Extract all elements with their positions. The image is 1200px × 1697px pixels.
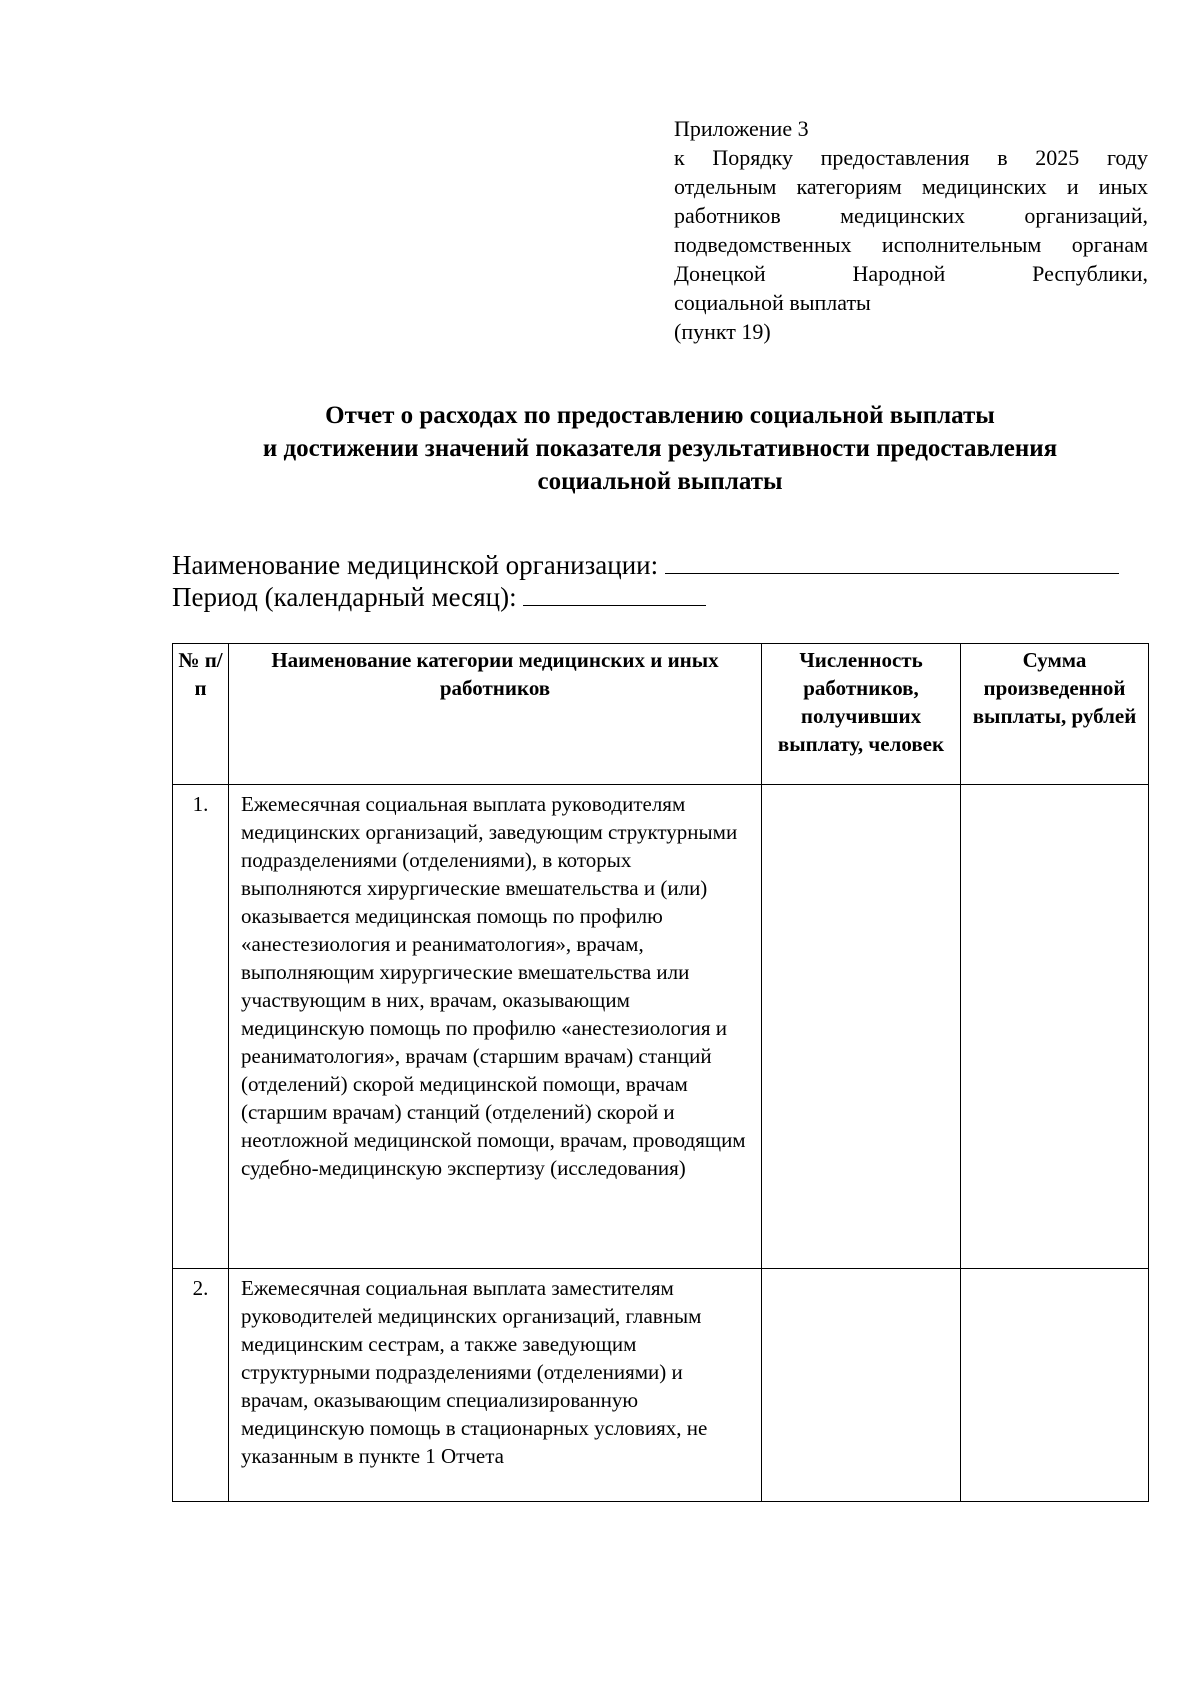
title-line: социальной выплаты (537, 468, 783, 495)
appendix-text-line: социальной выплаты (674, 290, 871, 315)
appendix-text-line: подведомственных исполнительным органам (674, 232, 1148, 257)
row-number: 2. (173, 1269, 229, 1502)
organization-field (172, 549, 1119, 581)
appendix-number: Приложение 3 (674, 116, 809, 141)
period-field (172, 581, 706, 613)
period-label: Период (календарный месяц): (172, 582, 517, 612)
row-category-name: Ежемесячная социальная выплата заместителям руководителей медицинских организаций, главным медицинским сестрам, а также заведующим структурными подразделениями (отделениями) и врачам, оказывающим специализированную медицинскую помощь в стационарных условиях, не указанным в пункте 1 Отчета (229, 1269, 762, 1502)
row-payment-sum[interactable] (961, 1269, 1149, 1502)
organization-blank-line[interactable] (665, 549, 1119, 574)
title-line: и достижении значений показателя результативности предоставления (262, 435, 1058, 462)
header-employee-count: Численность работников, получивших выплату, человек (762, 644, 961, 785)
header-payment-sum: Сумма произведенной выплаты, рублей (961, 644, 1149, 785)
appendix-text-line: Донецкой Народной Республики, (674, 261, 1148, 286)
appendix-text-line: отдельным категориям медицинских и иных (674, 174, 1148, 199)
table-row (173, 785, 1149, 1269)
row-payment-sum[interactable] (961, 785, 1149, 1269)
document-title (150, 399, 1170, 498)
report-table (172, 643, 1149, 1502)
table-row (173, 1269, 1149, 1502)
row-employee-count[interactable] (762, 785, 961, 1269)
title-line: Отчет о расходах по предоставлению социальной выплаты (325, 402, 995, 429)
header-category-name: Наименование категории медицинских и иных работников (229, 644, 762, 785)
row-employee-count[interactable] (762, 1269, 961, 1502)
row-number: 1. (173, 785, 229, 1269)
row-category-name: Ежемесячная социальная выплата руководителям медицинских организаций, заведующим структурными подразделениями (отделениями), в которых выполняются хирургические вмешательства и (или) оказывается медицинская помощь по профилю «анестезиология и реаниматология», врачам, выполняющим хирургические вмешательства или участвующим в них, врачам, оказывающим медицинскую помощь по профилю «анестезиология и реаниматология», врачам (старшим врачам) станций (отделений) скорой медицинской помощи, врачам (старшим врачам) станций (отделений) скорой и неотложной медицинской помощи, врачам, проводящим судебно-медицинскую экспертизу (исследования) (229, 785, 762, 1269)
organization-label: Наименование медицинской организации: (172, 550, 659, 580)
header-number: № п/п (173, 644, 229, 785)
appendix-text-line: работников медицинских организаций, (674, 203, 1148, 228)
period-blank-line[interactable] (523, 581, 706, 606)
table-header-row (173, 644, 1149, 785)
appendix-text-line: к Порядку предоставления в 2025 году (674, 145, 1148, 170)
appendix-clause: (пункт 19) (674, 319, 771, 344)
appendix-block (674, 114, 1148, 346)
